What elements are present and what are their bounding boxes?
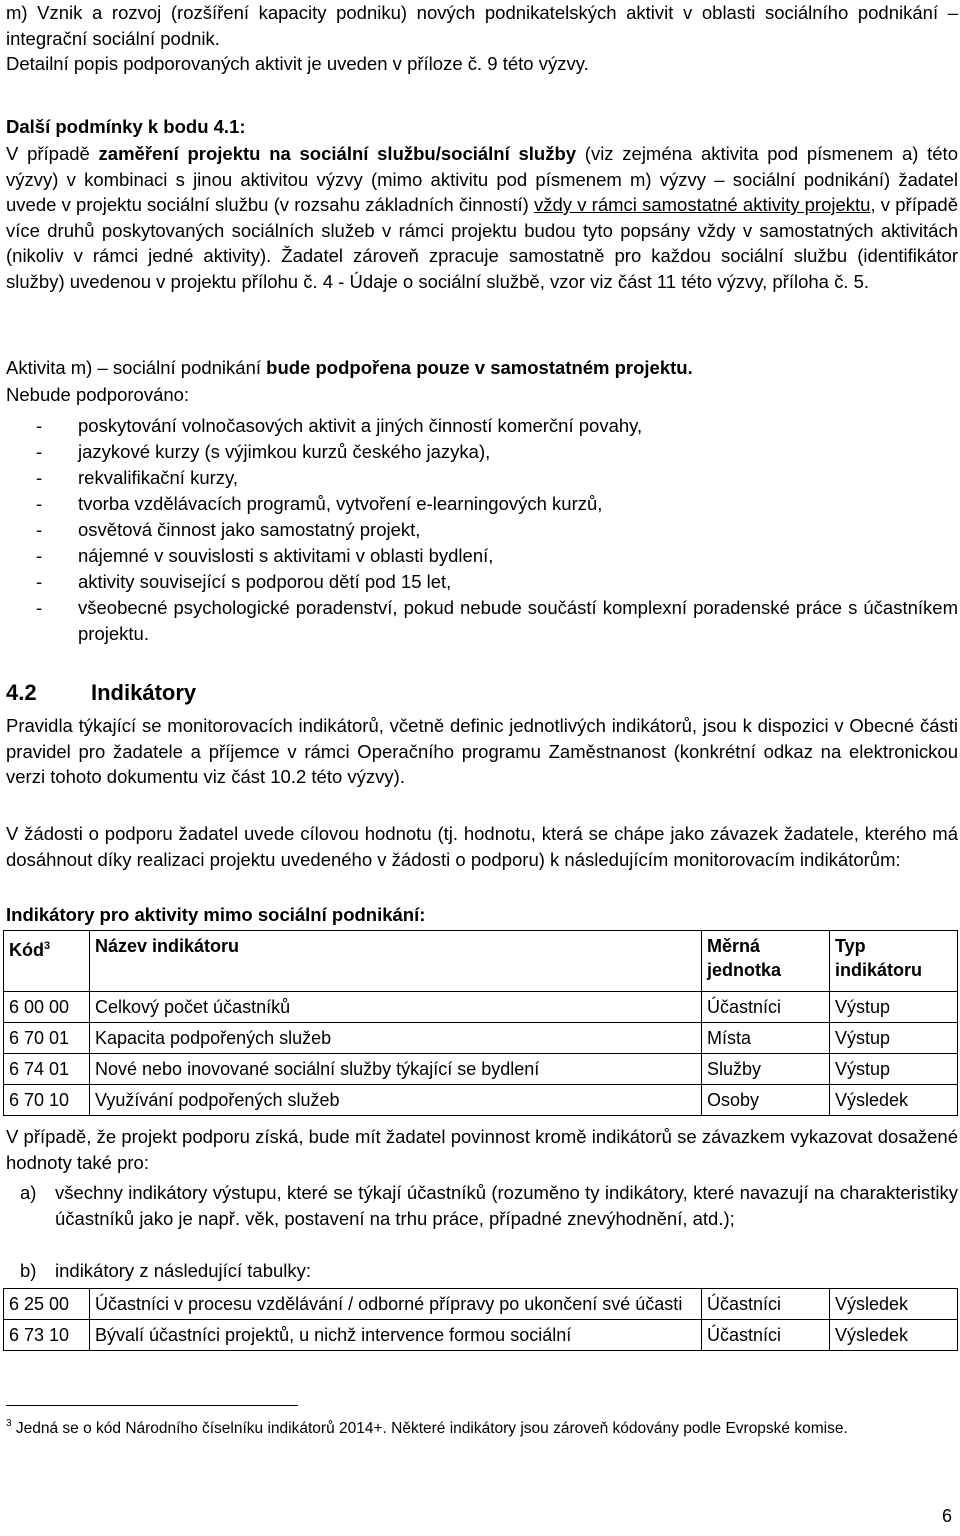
- p1-part-c: (viz zejména aktivita pod písmenem a) této výzvy) v kombinaci s jinou aktivitou výzvy (mimo aktivitu pod písmenem m) výzvy – sociální podnikání) žadatel uvede v projektu sociální službu (v rozsahu základních činností): [6, 143, 958, 215]
- cell-type: Výstup: [830, 992, 958, 1023]
- p1-part-e: , v případě více druhů poskytovaných sociálních služeb v rámci projektu budou tyto popsány vždy v samostatných aktivitách (nikoliv v rámci jedné aktivity). Žadatel zároveň zpracuje samostatně pro každou sociální službu (identifikátor služby) uvedenou v projektu přílohu č. 4 - Údaje o sociální službě, vzor viz část 11 této výzvy, příloha č. 5.: [6, 194, 958, 292]
- list-item: - jazykové kurzy (s výjimkou kurzů českého jazyka),: [36, 439, 958, 465]
- cell-type: Výsledek: [830, 1289, 958, 1320]
- cell-code: 6 74 01: [4, 1054, 90, 1085]
- conditions-heading: Další podmínky k bodu 4.1:: [6, 116, 246, 137]
- detail-note: Detailní popis podporovaných aktivit je uveden v příloze č. 9 této výzvy.: [6, 53, 589, 74]
- obligation-paragraph: V případě, že projekt podporu získá, bude mít žadatel povinnost kromě indikátorů se závazkem vykazovat dosažené hodnoty také pro:: [6, 1126, 958, 1173]
- cell-name: Kapacita podpořených služeb: [90, 1023, 702, 1054]
- table-row: [4, 1085, 958, 1116]
- p1-part-a: V případě: [6, 143, 99, 164]
- dash: -: [36, 493, 43, 514]
- table-row: [4, 1054, 958, 1085]
- cell-type: Výsledek: [830, 1085, 958, 1116]
- item-marker: a): [20, 1182, 37, 1203]
- dash: -: [36, 545, 43, 566]
- footnote: [6, 1413, 958, 1440]
- cell-unit: Účastníci: [702, 1289, 830, 1320]
- table-header-row: [4, 931, 958, 992]
- table-row: [4, 1289, 958, 1320]
- cell-unit: Účastníci: [702, 1320, 830, 1351]
- table-row: [4, 1023, 958, 1054]
- header-name: Název indikátoru: [90, 931, 702, 992]
- table-heading: Indikátory pro aktivity mimo sociální podnikání:: [6, 904, 426, 925]
- cell-code: 6 70 10: [4, 1085, 90, 1116]
- list-item: - poskytování volnočasových aktivit a jiných činností komerční povahy,: [36, 413, 958, 439]
- cell-unit: Účastníci: [702, 992, 830, 1023]
- list-item: - všeobecné psychologické poradenství, pokud nebude součástí komplexní poradenské práce s účastníkem projektu.: [36, 597, 958, 644]
- not-supported-heading: Nebude podporováno:: [6, 384, 190, 405]
- header-unit: Měrná jednotka: [702, 931, 830, 992]
- list-item: - aktivity související s podporou dětí pod 15 let,: [36, 569, 958, 595]
- target-value-paragraph: V žádosti o podporu žadatel uvede cílovou hodnotu (tj. hodnotu, která se chápe jako závazek žadatele, kterého má dosáhnout díky realizaci projektu uvedeného v žádosti o podporu) k následujícím monitorovacím indikátorům:: [6, 823, 958, 870]
- cell-code: 6 70 01: [4, 1023, 90, 1054]
- cell-type: Výstup: [830, 1054, 958, 1085]
- list-item: - osvětová činnost jako samostatný projekt,: [36, 517, 958, 543]
- p2-part-a: Aktivita m) – sociální podnikání: [6, 357, 267, 378]
- dash: -: [36, 571, 43, 592]
- list-item: - nájemné v souvislosti s aktivitami v oblasti bydlení,: [36, 543, 958, 569]
- dash: -: [36, 597, 43, 618]
- section-number: 4.2: [6, 680, 37, 705]
- cell-unit: Místa: [702, 1023, 830, 1054]
- cell-name: Účastníci v procesu vzdělávání / odborné přípravy po ukončení své účasti: [90, 1289, 702, 1320]
- cell-code: 6 00 00: [4, 992, 90, 1023]
- page-number: 6: [941, 1506, 952, 1526]
- cell-name: Využívání podpořených služeb: [90, 1085, 702, 1116]
- list-item-b: b) indikátory z následující tabulky:: [20, 1258, 958, 1284]
- conditions-paragraph: [6, 141, 958, 294]
- p1-underlined: vždy v rámci samostatné aktivity projektu: [534, 194, 871, 215]
- cell-type: Výsledek: [830, 1320, 958, 1351]
- dash: -: [36, 441, 43, 462]
- footnote-text: Jedná se o kód Národního číselníku indikátorů 2014+. Některé indikátory jsou zároveň kódovány podle Evropské komise.: [15, 1420, 848, 1437]
- cell-type: Výstup: [830, 1023, 958, 1054]
- footnote-mark: 3: [6, 1418, 12, 1429]
- item-marker: b): [20, 1260, 37, 1281]
- p2-bold: bude podpořena pouze v samostatném projektu.: [266, 357, 693, 378]
- cell-code: 6 25 00: [4, 1289, 90, 1320]
- cell-name: Bývalí účastníci projektů, u nichž intervence formou sociální: [90, 1320, 702, 1351]
- results-table: [3, 1288, 958, 1351]
- footnote-separator: [6, 1405, 298, 1406]
- header-code: Kód$^3$: [4, 931, 90, 992]
- activity-m-text: m) Vznik a rozvoj (rozšíření kapacity podniku) nových podnikatelských aktivit v oblasti sociálního podnikání – integrační sociální podnik.: [6, 2, 958, 49]
- social-enterprise-note: [6, 355, 958, 381]
- list-item-a: a) všechny indikátory výstupu, které se týkají účastníků (rozuměno ty indikátory, které navazují na charakteristiky účastníků jako je např. věk, postavení na trhu práce, případné znevýhodnění, atd.);: [20, 1182, 958, 1229]
- footnote-ref: 3: [44, 940, 51, 952]
- list-item: - rekvalifikační kurzy,: [36, 465, 958, 491]
- dash: -: [36, 415, 43, 436]
- header-type: Typ indikátoru: [830, 931, 958, 992]
- cell-unit: Osoby: [702, 1085, 830, 1116]
- table-row: [4, 1320, 958, 1351]
- list-item: - tvorba vzdělávacích programů, vytvoření e-learningových kurzů,: [36, 491, 958, 517]
- cell-code: 6 73 10: [4, 1320, 90, 1351]
- section-heading: [6, 680, 196, 706]
- dash: -: [36, 519, 43, 540]
- p1-bold: zaměření projektu na sociální službu/sociální služby: [98, 143, 577, 164]
- section-title: Indikátory: [91, 680, 197, 705]
- indicators-table: [3, 930, 958, 1116]
- cell-name: Nové nebo inovované sociální služby týkající se bydlení: [90, 1054, 702, 1085]
- table-row: [4, 992, 958, 1023]
- dash: -: [36, 467, 43, 488]
- cell-unit: Služby: [702, 1054, 830, 1085]
- indicators-intro: Pravidla týkající se monitorovacích indikátorů, včetně definic jednotlivých indikátorů, jsou k dispozici v Obecné části pravidel pro žadatele a příjemce v rámci Operačního programu Zaměstnanost (konkrétní odkaz na elektronickou verzi tohoto dokumentu viz část 10.2 této výzvy).: [6, 715, 958, 787]
- cell-name: Celkový počet účastníků: [90, 992, 702, 1023]
